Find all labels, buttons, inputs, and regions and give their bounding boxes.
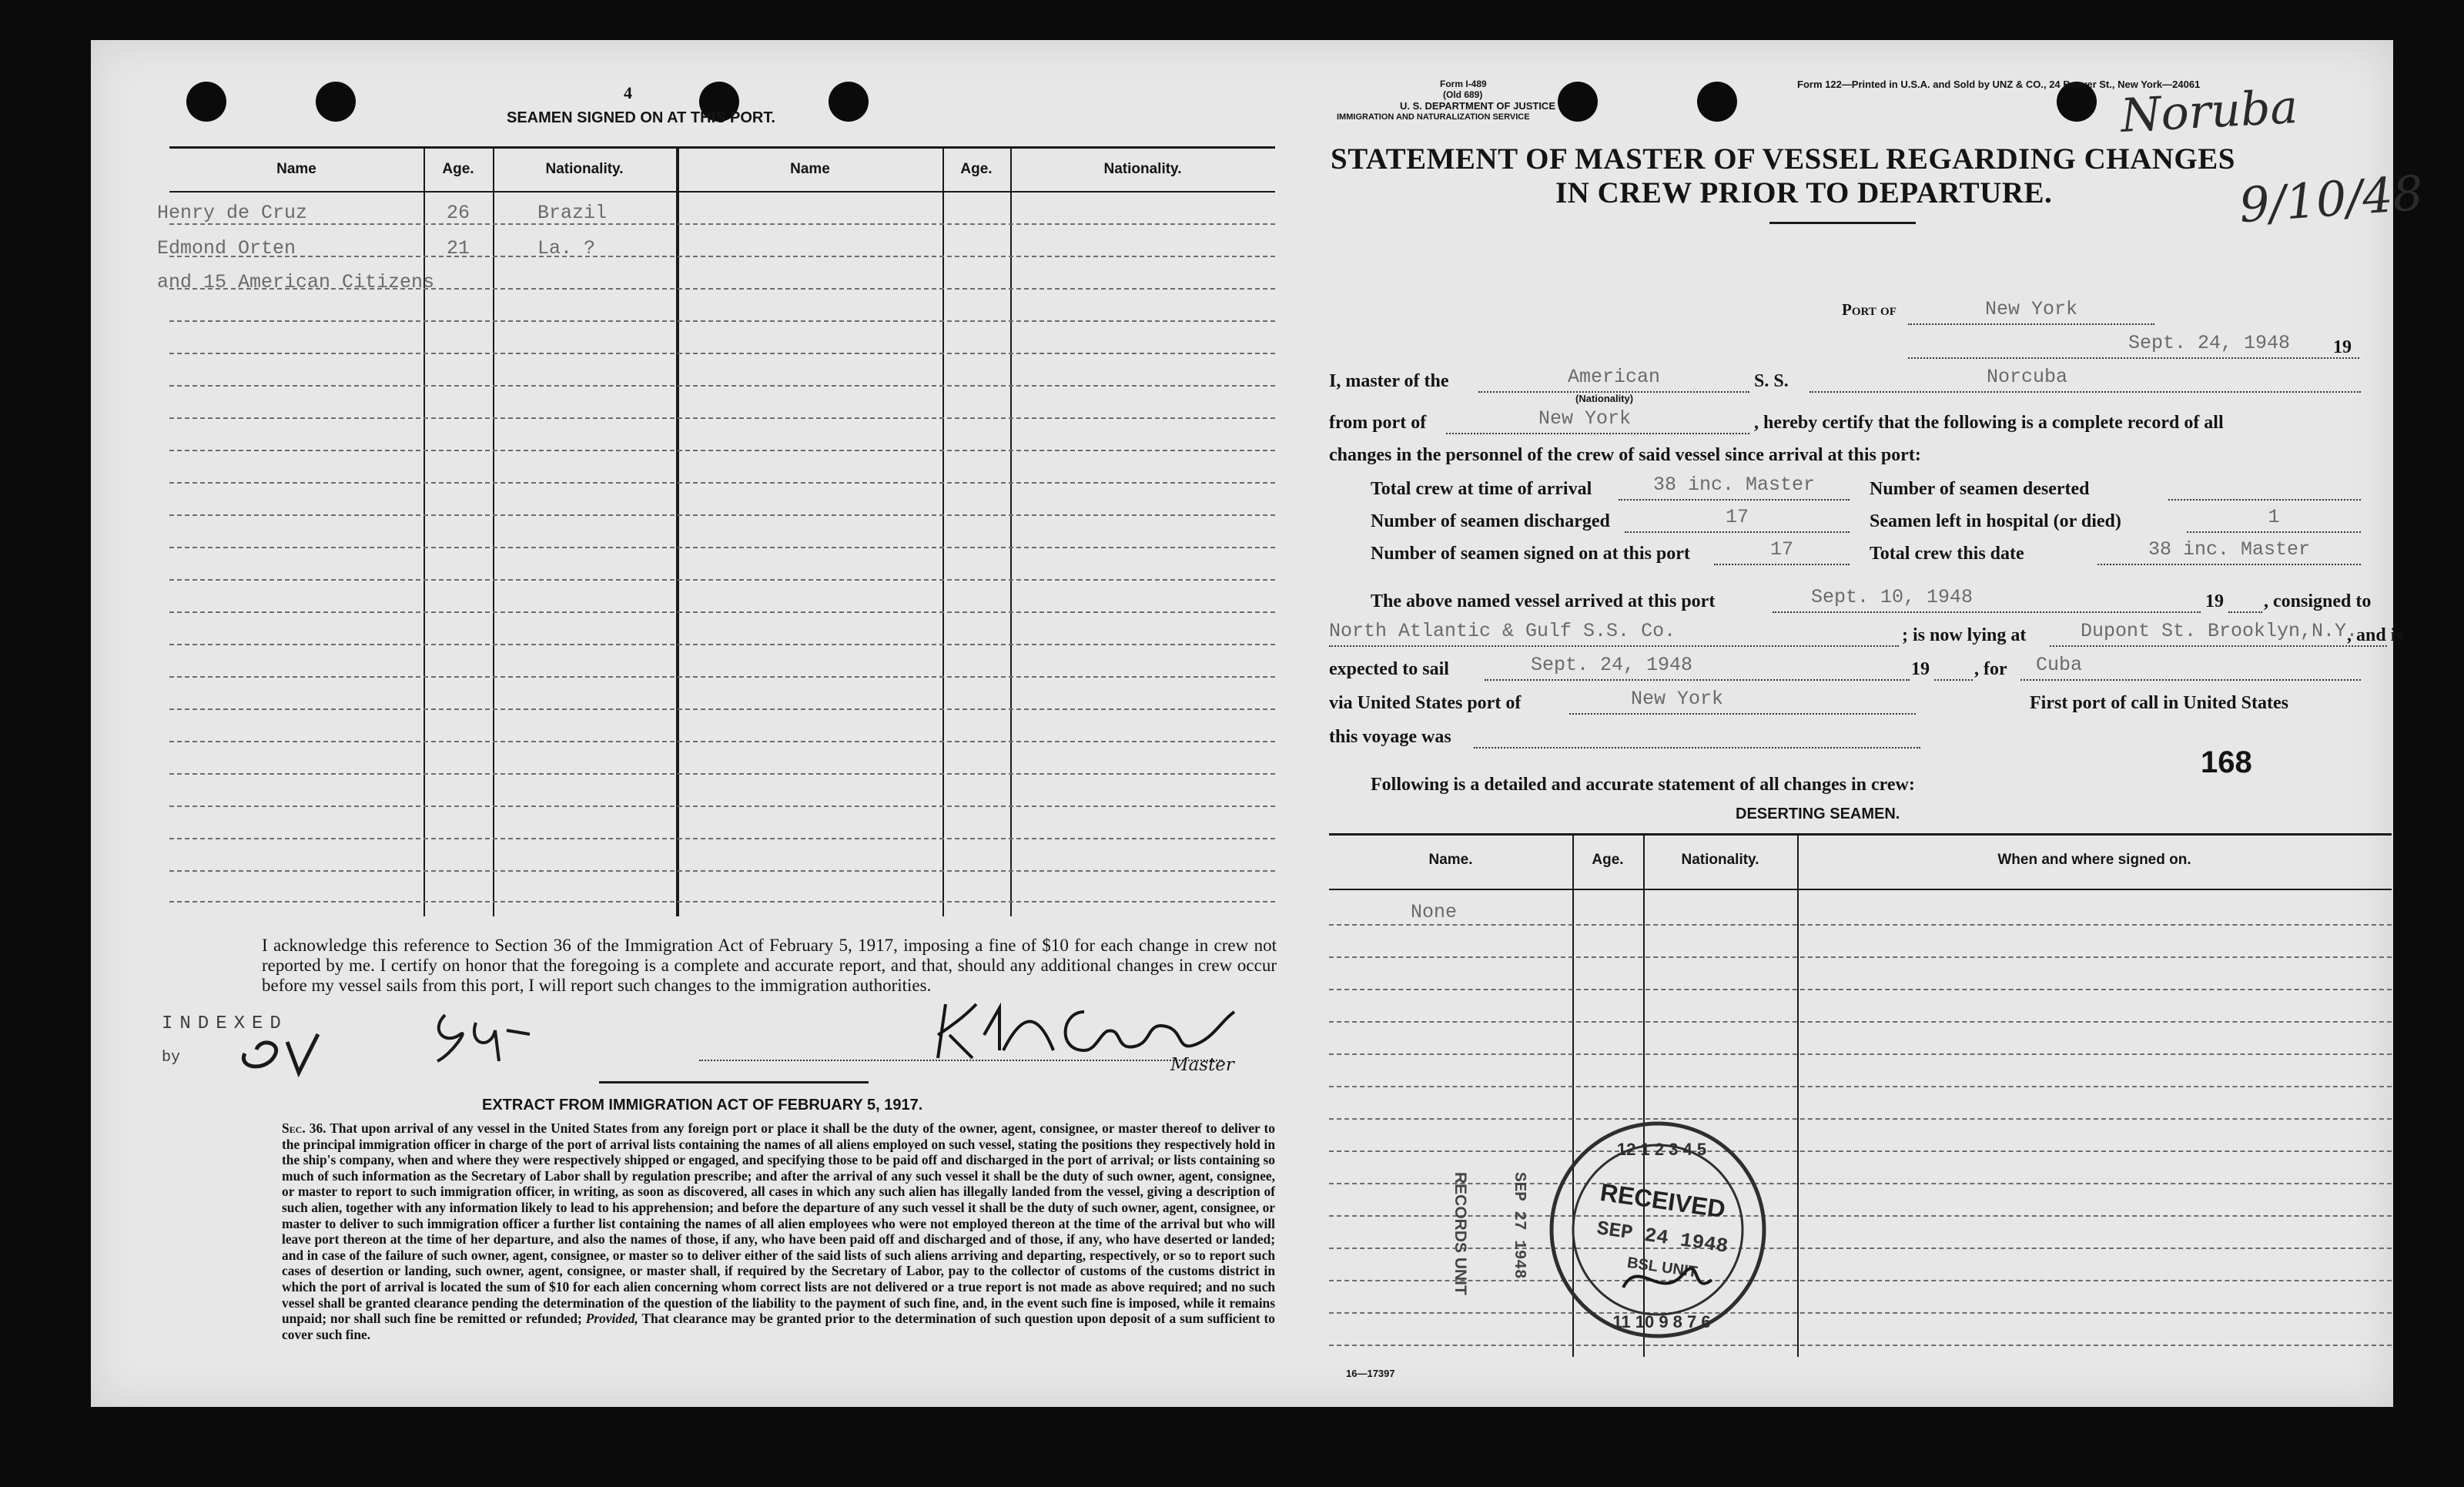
signed-on-value: 17 (1769, 538, 1793, 561)
hospital-value: 1 (2268, 506, 2280, 528)
column-header-nationality: Nationality. (545, 161, 624, 177)
via-port-value: New York (1631, 688, 1724, 710)
from-port-field (1446, 408, 1749, 434)
consignee-value: North Atlantic & Gulf S.S. Co. (1329, 620, 1676, 642)
received-stamp-unit: BSL UNIT (1625, 1254, 1699, 1281)
nationality-value: American (1567, 366, 1661, 388)
via-label: via United States port of (1329, 693, 1522, 713)
ship-name-field (1810, 367, 2361, 393)
voyage-field (1474, 722, 1920, 749)
form-title-line1: STATEMENT OF MASTER OF VESSEL REGARDING CHANGES (1331, 142, 2235, 176)
punch-hole (1697, 82, 1737, 122)
lying-at-field (2050, 621, 2387, 647)
svg-text:12 1 2 3 4 5: 12 1 2 3 4 5 (1616, 1140, 1707, 1159)
voyage-label: this voyage was (1329, 727, 1451, 747)
and-is-label: , and is (2347, 625, 2403, 645)
arrived-date-value: Sept. 10, 1948 (1811, 586, 1974, 608)
signed-on-field (1714, 539, 1850, 565)
consignee-field (1329, 621, 1899, 647)
signature-title: Master (1170, 1055, 1234, 1075)
received-stamp (1546, 1118, 1769, 1341)
extract-text (282, 1120, 1275, 1342)
column-header-nationality: Nationality. (1681, 852, 1759, 868)
certify-text: , hereby certify that the following is a complete record of all (1754, 413, 2224, 433)
port-of-field (1908, 299, 2154, 325)
seaman-age: 26 (447, 202, 470, 224)
punch-hole (1558, 82, 1598, 122)
ss-label: S. S. (1754, 371, 1789, 391)
deserted-label: Number of seamen deserted (1870, 479, 2090, 499)
nationality-caption: (Nationality) (1575, 393, 1634, 404)
master-signature (930, 989, 1238, 1066)
port-of-value: New York (1984, 298, 2078, 320)
seaman-name: Henry de Cruz (157, 202, 308, 224)
punch-hole (186, 82, 226, 122)
date-value: Sept. 24, 1948 (2128, 332, 2290, 354)
received-stamp-date: SEP 24 1948 (1595, 1217, 1730, 1258)
seaman-name: Edmond Orten (157, 237, 296, 260)
extract-title: EXTRACT FROM IMMIGRATION ACT OF FEBRUARY 5, 1917. (482, 1097, 923, 1114)
expected-year-field (1934, 655, 1973, 681)
total-crew-date-field (2097, 539, 2361, 565)
first-port-label: First port of call in United States (2030, 693, 2288, 713)
from-port-label: from port of (1329, 413, 1427, 433)
printer-note: Form 122—Printed in U.S.A. and Sold by UNZ & CO., 24 Beaver St., New York—24061 (1797, 79, 2201, 90)
form-old-number: (Old 689) (1443, 89, 1483, 100)
extract-proviso: Provided, (585, 1311, 638, 1327)
master-of-label: I, master of the (1329, 371, 1449, 391)
footer-code: 16—17397 (1346, 1368, 1395, 1379)
consigned-label: , consigned to (2264, 591, 2372, 611)
form-title-line2: IN CREW PRIOR TO DEPARTURE. (1555, 176, 2053, 209)
handwritten-vessel-name: Noruba (2119, 80, 2299, 143)
total-crew-arrival-label: Total crew at time of arrival (1371, 479, 1592, 499)
records-stamp: RECORDS UNIT (1451, 1172, 1469, 1295)
records-stamp-date: SEP 27 1948 (1510, 1172, 1528, 1279)
column-header-nationality-2: Nationality. (1103, 161, 1182, 177)
arrived-label: The above named vessel arrived at this port (1371, 591, 1716, 611)
lying-at-value: Dupont St. Brooklyn,N.Y. (2081, 620, 2359, 642)
deserter-name: None (1411, 901, 1458, 923)
discharged-label: Number of seamen discharged (1371, 511, 1610, 531)
column-header-signed-on: When and where signed on. (1997, 852, 2191, 868)
following-text: Following is a detailed and accurate statement of all changes in crew: (1371, 775, 1915, 795)
department-name: U. S. DEPARTMENT OF JUSTICE (1400, 100, 1555, 112)
svg-text:11 10 9 8 7 6: 11 10 9 8 7 6 (1612, 1312, 1711, 1331)
indexed-stamp: INDEXED (162, 1013, 288, 1034)
punch-hole (316, 82, 356, 122)
seaman-age: 21 (447, 237, 470, 260)
discharged-value: 17 (1725, 506, 1749, 528)
acknowledgment-text: I acknowledge this reference to Section 36 of the Immigration Act of February 5, 1917, imposing a fine of $10 for each change in crew not reported by me. I certify on honor that the foregoing is a complete and accurate report, and that, should any additional changes in crew occur before my vessel sails from this port, I will report such changes to the immigration authorities. (262, 936, 1277, 995)
column-header-name: Name. (1428, 852, 1473, 868)
ship-name: Norcuba (1987, 366, 2068, 388)
total-crew-date-value: 38 inc. Master (2148, 538, 2311, 561)
from-port-value: New York (1538, 407, 1632, 430)
certify-text-2: changes in the personnel of the crew of said vessel since arrival at this port: (1329, 445, 1921, 465)
total-crew-date-label: Total crew this date (1870, 544, 2024, 564)
year-prefix: 19 (1911, 659, 1930, 679)
extract-body: That upon arrival of any vessel in the United States from any foreign port or place it shall be the duty of the owner, agent, consignee, or master thereof to deliver to the principal immigration officer in charge of the port of arrival lists containing the names of all aliens employed on such vessel, stating the positions they respectively hold in the ship's company, when and where they were respectively shipped or engaged, and specifying those to be paid off and discharged in the port of arrival; or lists containing so much of such information as the Secretary of Labor shall by regulation prescribe; and after the arrival of any such vessel it shall be the duty of such owner, agent, consignee, or master to report to such immigration officer, in writing, as soon as discovered, all cases in which any such alien has illegally landed from the vessel, giving a description of such alien, together with any information likely to lead to his apprehension; and before the departure of any such vessel it shall be the duty of such owner, agent, consignee, or master to deliver to such immigration officer a further list containing the names of all alien employees who were not employed thereon at the time of the arrival but who will leave port thereon at the time of her departure, and also the names of those, if any, who have been paid off and discharged and of those, if any, who have deserted or landed; and in case of the failure of such owner, agent, consignee, or master so to deliver either of the said lists of such aliens arriving and departing, respectively, or so to report such cases of desertion or landing, such owner, agent, consignee, or master shall, if required by the Secretary of Labor, pay to the collector of customs of the customs district in which the port of arrival is located the sum of $10 for each alien concerning whom correct lists are not delivered or a true report is not made as above required; and no such vessel shall be granted clearance pending the determination of the question of the liability to the payment of such fine, and, in the event such fine is imposed, while it remains unpaid; nor shall such fine be remitted or refunded; (282, 1120, 1275, 1327)
seaman-nationality: La. ? (537, 237, 596, 260)
expected-date-field (1485, 655, 1910, 681)
nationality-field (1478, 367, 1749, 393)
destination-value: Cuba (2036, 654, 2083, 676)
for-label: , for (1974, 659, 2007, 679)
arrived-date-field (1773, 587, 2201, 613)
year-prefix: 19 (2333, 337, 2352, 357)
stamp-number: 168 (2201, 745, 2252, 779)
extract-tail: That clearance may be granted prior to the determination of such question upon deposit of a sum sufficient to cover such fine. (282, 1311, 1275, 1342)
destination-field (2020, 655, 2361, 681)
column-header-age: Age. (442, 161, 474, 177)
total-crew-arrival-field (1619, 474, 1850, 501)
handwritten-date: 9/10/48 (2237, 164, 2426, 234)
deserting-seamen-title: DESERTING SEAMEN. (1736, 805, 1900, 822)
page-number: 4 (624, 83, 632, 102)
date-field (1908, 333, 2359, 359)
column-header-age: Age. (1592, 852, 1624, 868)
hospital-label: Seamen left in hospital (or died) (1870, 511, 2121, 531)
total-crew-arrival-value: 38 inc. Master (1652, 474, 1816, 496)
punch-hole (829, 82, 869, 122)
seaman-name: and 15 American Citizens (157, 271, 435, 293)
arrival-year-field (2228, 587, 2262, 613)
service-name: IMMIGRATION AND NATURALIZATION SERVICE (1337, 112, 1530, 122)
port-of-label: Port of (1842, 300, 1897, 319)
indexed-by-label: by (162, 1049, 181, 1067)
column-header-age-2: Age. (960, 161, 993, 177)
seaman-nationality: Brazil (537, 202, 608, 224)
section-title: SEAMEN SIGNED ON AT THIS PORT. (507, 109, 775, 126)
hospital-field (2187, 507, 2361, 533)
column-header-name-2: Name (790, 161, 830, 177)
discharged-field (1625, 507, 1850, 533)
received-stamp-title: RECEIVED (1599, 1177, 1728, 1224)
signed-on-label: Number of seamen signed on at this port (1371, 544, 1690, 564)
handwritten-initials (214, 1000, 614, 1084)
document-paper (91, 40, 2426, 1407)
extract-lead: Sec. 36. (282, 1120, 326, 1136)
expected-date-value: Sept. 24, 1948 (1531, 654, 1693, 676)
year-prefix: 19 (2205, 591, 2224, 611)
form-number: Form I-489 (1440, 79, 1487, 89)
expected-label: expected to sail (1329, 659, 1449, 679)
via-port-field (1569, 688, 1916, 715)
column-header-name: Name (276, 161, 316, 177)
lying-label: ; is now lying at (1902, 625, 2027, 645)
deserted-field (2168, 474, 2361, 501)
